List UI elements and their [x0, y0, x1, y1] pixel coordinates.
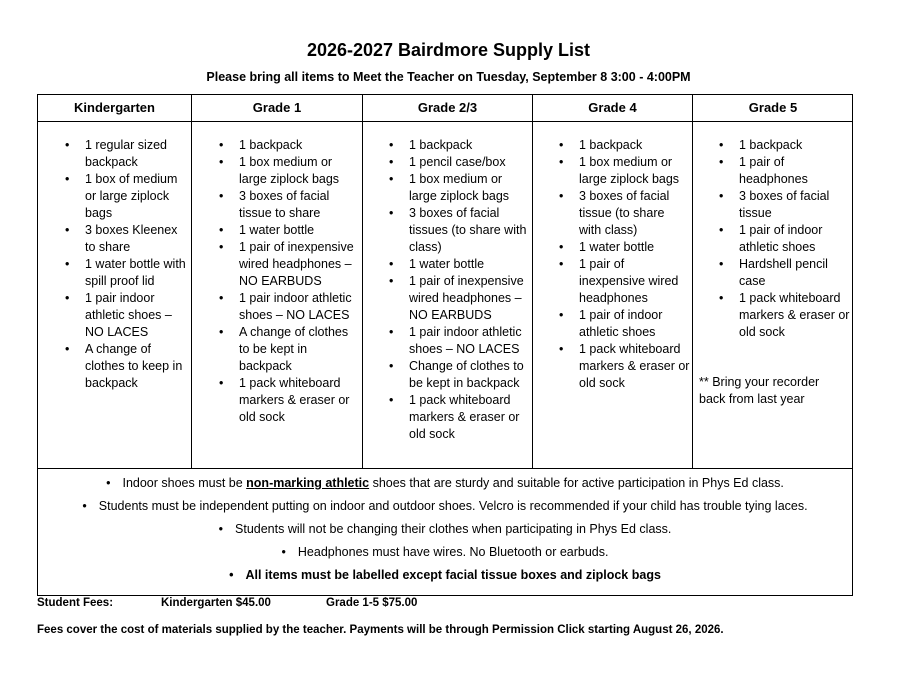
- list-item: • A change of clothes to keep in backpack: [61, 341, 189, 392]
- note-text: Students will not be changing their clothes when participating in Phys Ed class.: [235, 522, 672, 536]
- note-text: Students must be independent putting on indoor and outdoor shoes. Velcro is recommended if your child has trouble tying laces.: [98, 499, 808, 513]
- list-item: • 3 boxes of facial tissue: [715, 188, 851, 222]
- list-item: • 3 boxes of facial tissue to share: [215, 188, 361, 222]
- page-title: 2026-2027 Bairdmore Supply List: [306, 40, 591, 60]
- list-item: • Hardshell pencil case: [715, 256, 851, 290]
- note-text: shoes that are sturdy and suitable for active participation in Phys Ed class.: [369, 476, 784, 490]
- note-indoor-shoes: • Indoor shoes must be non-marking athletic shoes that are sturdy and suitable for active participation in Phys Ed class.: [106, 476, 784, 490]
- list-item: • 1 box medium or large ziplock bags: [555, 154, 690, 188]
- list-item: • 1 backpack: [215, 137, 361, 154]
- list-item: • 1 backpack: [555, 137, 690, 154]
- grade-5-list: [715, 137, 851, 341]
- fees-footer: Fees cover the cost of materials supplied by the teacher. Payments will be through Permission Click starting August 26, 2026.: [37, 624, 724, 636]
- list-item: • 1 water bottle: [215, 222, 361, 239]
- fee-grades: Grade 1-5 $75.00: [326, 597, 418, 609]
- fees-label: Student Fees:: [37, 597, 114, 609]
- list-item: • 1 pair of indoor athletic shoes: [715, 222, 851, 256]
- grade-2-3-list: [385, 137, 530, 443]
- list-item: • 1 pack whiteboard markers & eraser or old sock: [555, 341, 690, 392]
- column-divider: [191, 95, 192, 469]
- list-item: • 1 pack whiteboard markers & eraser or old sock: [385, 392, 530, 443]
- header-divider: [38, 121, 852, 122]
- note-text: Indoor shoes must be: [122, 476, 247, 490]
- list-item: • Change of clothes to be kept in backpack: [385, 358, 530, 392]
- note-emphasis: non-marking athletic: [246, 476, 370, 490]
- list-item: • 1 water bottle with spill proof lid: [61, 256, 189, 290]
- list-item: • 3 boxes of facial tissues (to share with class): [385, 205, 530, 256]
- list-item: • 1 regular sized backpack: [61, 137, 189, 171]
- list-item: • 1 pair of inexpensive wired headphones: [555, 256, 690, 307]
- column-divider: [532, 95, 533, 469]
- header-grade-1: Grade 1: [252, 100, 302, 115]
- list-item: • 1 pair indoor athletic shoes – NO LACES: [385, 324, 530, 358]
- fee-kindergarten: Kindergarten $45.00: [161, 597, 271, 609]
- list-item: • 1 pair indoor athletic shoes – NO LACES: [61, 290, 189, 341]
- list-item: • 1 pencil case/box: [385, 154, 530, 171]
- note-text: All items must be labelled except facial tissue boxes and ziplock bags: [245, 568, 661, 582]
- list-item: • 1 backpack: [715, 137, 851, 154]
- column-divider: [362, 95, 363, 469]
- list-item: • 1 backpack: [385, 137, 530, 154]
- list-item: • A change of clothes to be kept in backpack: [215, 324, 361, 375]
- list-item: • 1 pair of inexpensive wired headphones – NO EARBUDS: [385, 273, 530, 324]
- list-item: • 1 pair of inexpensive wired headphones – NO EARBUDS: [215, 239, 361, 290]
- note-independent: • Students must be independent putting on indoor and outdoor shoes. Velcro is recommended if your child has trouble tying laces.: [82, 499, 808, 513]
- header-grade-2-3: Grade 2/3: [417, 100, 478, 115]
- supply-table: [37, 94, 853, 596]
- list-item: • 1 pair indoor athletic shoes – NO LACES: [215, 290, 361, 324]
- list-item: • 1 water bottle: [555, 239, 690, 256]
- list-item: • 1 water bottle: [385, 256, 530, 273]
- header-grade-4: Grade 4: [588, 100, 637, 115]
- list-item: • 1 pair of headphones: [715, 154, 851, 188]
- general-notes: [38, 469, 852, 595]
- list-item: • 1 pack whiteboard markers & eraser or old sock: [715, 290, 851, 341]
- list-item: • 1 pair of indoor athletic shoes: [555, 307, 690, 341]
- recorder-note: ** Bring your recorder back from last year: [699, 375, 820, 406]
- list-item: • 1 pack whiteboard markers & eraser or old sock: [215, 375, 361, 426]
- list-item: • 3 boxes of facial tissue (to share with class): [555, 188, 690, 239]
- list-item: • 1 box medium or large ziplock bags: [385, 171, 530, 205]
- page-subtitle: Please bring all items to Meet the Teacher on Tuesday, September 8 3:00 - 4:00PM: [206, 70, 691, 84]
- grade-1-list: [215, 137, 361, 426]
- header-grade-5: Grade 5: [748, 100, 798, 115]
- kindergarten-list: [61, 137, 189, 392]
- note-text: Headphones must have wires. No Bluetooth or earbuds.: [297, 545, 609, 559]
- list-item: • 3 boxes Kleenex to share: [61, 222, 189, 256]
- note-labels: • All items must be labelled except facial tissue boxes and ziplock bags: [229, 568, 661, 582]
- grade-4-list: [555, 137, 690, 392]
- header-kindergarten: Kindergarten: [74, 100, 155, 115]
- list-item: • 1 box medium or large ziplock bags: [215, 154, 361, 188]
- column-divider: [692, 95, 693, 469]
- note-clothes: • Students will not be changing their clothes when participating in Phys Ed class.: [218, 522, 672, 536]
- note-headphones: • Headphones must have wires. No Bluetooth or earbuds.: [281, 545, 609, 559]
- list-item: • 1 box of medium or large ziplock bags: [61, 171, 189, 222]
